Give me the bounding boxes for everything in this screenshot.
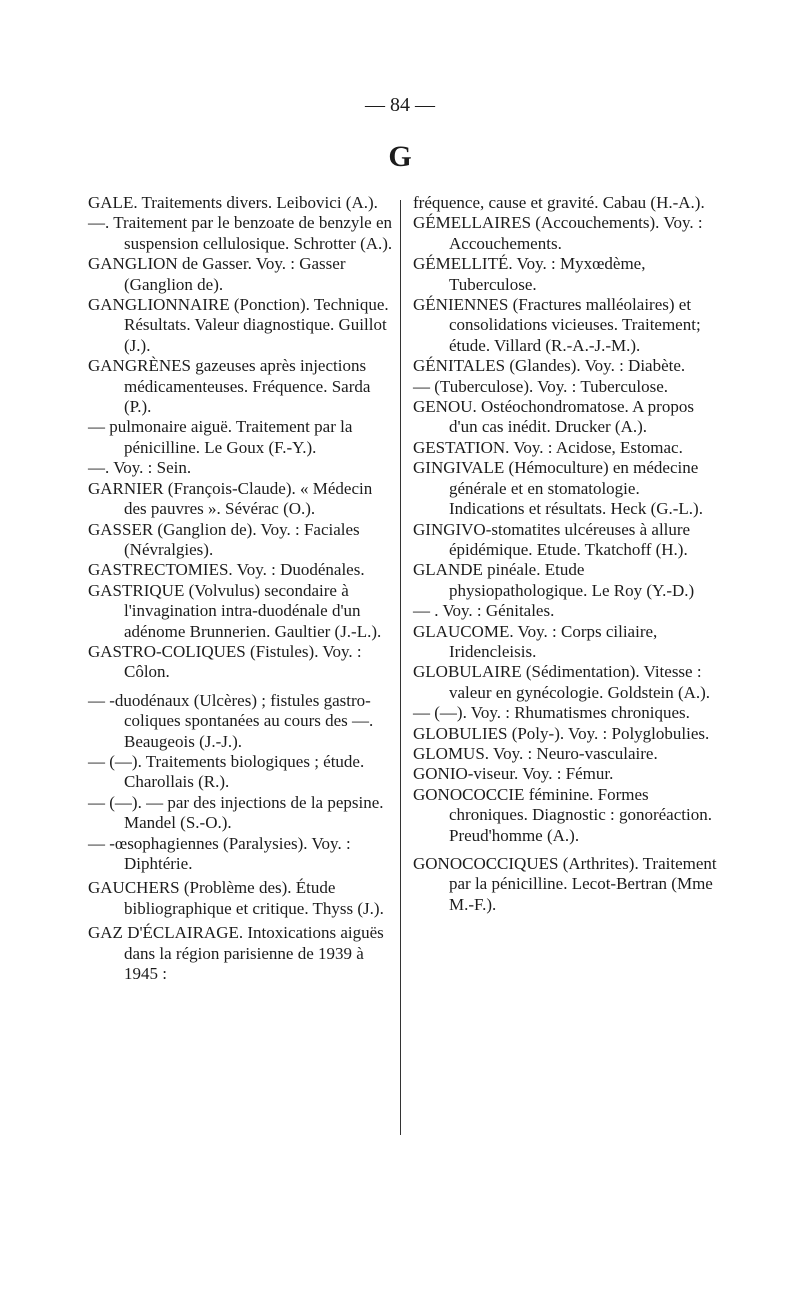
index-entry: GÉMELLAIRES (Accouchements). Voy. : Accouchements. [413,213,703,253]
index-entry: GESTATION. Voy. : Acidose, Estomac. [413,437,683,457]
index-entry: GARNIER (François-Claude). « Médecin des pauvres ». Sévérac (O.). [88,478,373,519]
index-entry: GANGLION de Gasser. Voy. : Gasser (Ganglion de). [88,254,346,294]
index-entry: GAUCHERS (Problème des). Étude bibliographique et critique. Thyss (J.). [88,878,384,918]
right-column [413,193,718,915]
index-entry: GANGLIONNAIRE (Ponction). Technique. Résultats. Valeur diagnostique. Guillot (J.). [88,295,389,355]
index-entry: GLANDE pinéale. Etude physiopathologique. Le Roy (Y.-D.) [413,560,695,600]
index-entry: GÉNIENNES (Fractures malléolaires) et consolidations vicieuses. Traitement; étude. Villard (R.-A.-J.-M.). [413,295,701,355]
index-entry: GASSER (Ganglion de). Voy. : Faciales (Névralgies). [88,519,360,559]
index-entry: GASTRIQUE (Volvulus) secondaire à l'invagination intra-duodénale d'un adénome Brunnerien. Gaultier (J.-L.). [88,580,382,641]
index-entry: — (—). Traitements biologiques ; étude. Charollais (R.). [88,751,365,792]
index-entry: GLOBULIES (Poly-). Voy. : Polyglobulies. [413,723,710,743]
index-entry: GLOMUS. Voy. : Neuro-vasculaire. [413,743,658,763]
index-entry: GAZ D'ÉCLAIRAGE. Intoxications aiguës dans la région parisienne de 1939 à 1945 : [88,923,384,984]
index-entry: — -œsophagiennes (Paralysies). Voy. : Diphtérie. [88,833,351,873]
column-divider [400,200,401,1135]
index-entry: GONOCOCCIE féminine. Formes chroniques. Diagnostic : gonoréaction. Preud'homme (A.). [413,784,712,845]
index-entry: — (—). Voy. : Rhumatismes chroniques. [413,703,690,723]
left-column [88,193,393,984]
index-entry: GONOCOCCIQUES (Arthrites). Traitement par la pénicilline. Lecot-Bertran (Mme M.-F.). [413,854,717,914]
index-entry: GENOU. Ostéochondromatose. A propos d'un cas inédit. Drucker (A.). [413,397,694,437]
index-entry: GASTRECTOMIES. Voy. : Duodénales. [88,560,365,580]
index-entry: GÉMELLITÉ. Voy. : Myxœdème, Tuberculose. [413,254,646,294]
index-entry: — (Tuberculose). Voy. : Tuberculose. [413,376,669,396]
index-entry: — . Voy. : Génitales. [413,601,555,621]
index-entry: GLOBULAIRE (Sédimentation). Vitesse : valeur en gynécologie. Goldstein (A.). [413,662,711,702]
section-letter: G [388,140,412,173]
page-number: — 84 — [365,94,435,116]
index-entry: — pulmonaire aiguë. Traitement par la pénicilline. Le Goux (F.-Y.). [88,417,353,457]
index-entry: GASTRO-COLIQUES (Fistules). Voy. : Côlon. [88,641,362,682]
index-entry: GALE. Traitements divers. Leibovici (A.). [88,193,378,212]
index-entry: — (—). — par des injections de la pepsine. Mandel (S.-O.). [88,792,384,833]
index-entry: GINGIVALE (Hémoculture) en médecine générale et en stomatologie. Indications et résultats. Heck (G.-L.). [413,458,703,519]
index-entry: —. Voy. : Sein. [88,458,192,478]
index-entry: —. Traitement par le benzoate de benzyle en suspension cellulosique. Schrotter (A.). [88,213,393,253]
index-entry: GÉNITALES (Glandes). Voy. : Diabète. [413,356,686,376]
index-entry: fréquence, cause et gravité. Cabau (H.-A.). [413,193,705,212]
index-entry: GANGRÈNES gazeuses après injections médicamenteuses. Fréquence. Sarda (P.). [88,356,371,417]
index-entry: GINGIVO-stomatites ulcéreuses à allure épidémique. Etude. Tkatchoff (H.). [413,519,691,559]
index-entry: GONIO-viseur. Voy. : Fémur. [413,764,614,784]
index-entry: — -duodénaux (Ulcères) ; fistules gastro-coliques spontanées au cours des —. Beaugeois (J.-J.). [88,690,374,751]
index-entry: GLAUCOME. Voy. : Corps ciliaire, Iridencleisis. [413,621,658,661]
